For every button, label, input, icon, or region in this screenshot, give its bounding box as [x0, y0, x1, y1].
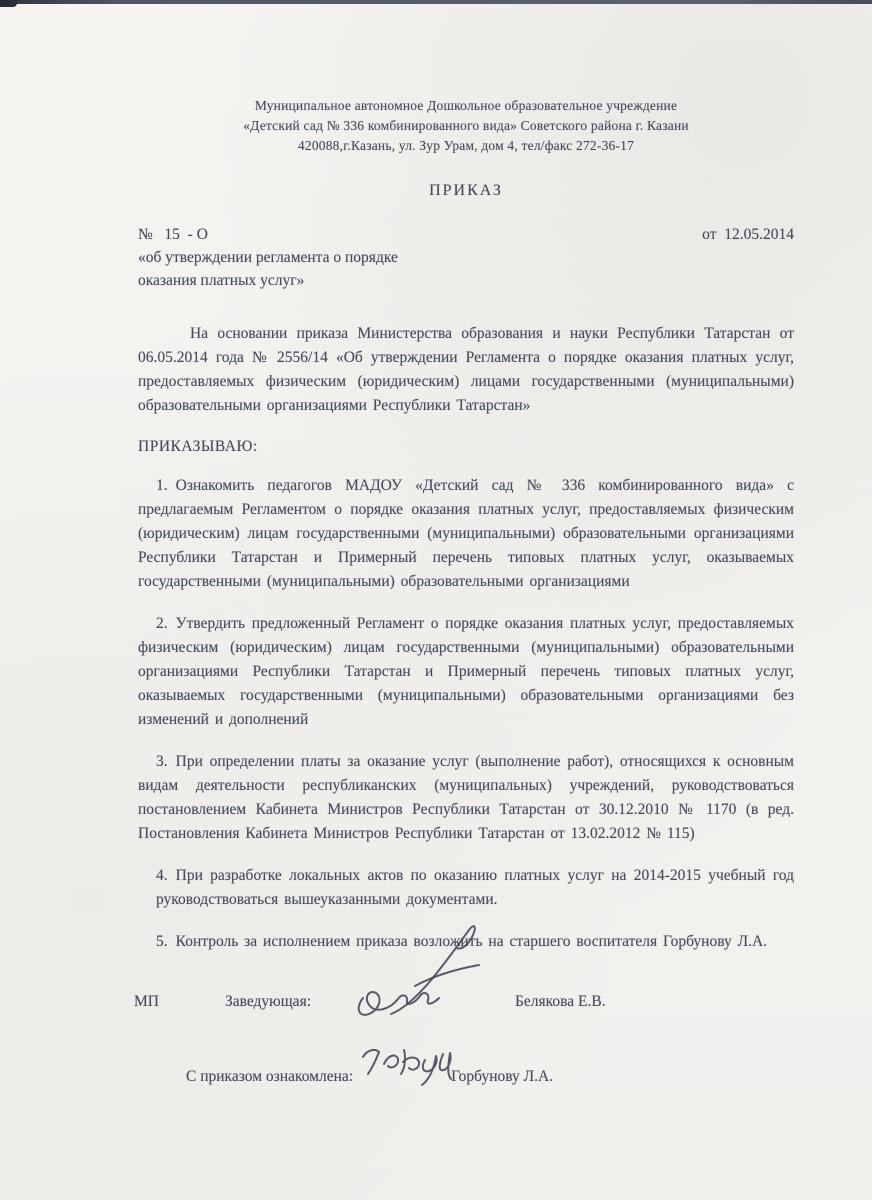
letterhead-line-3: 420088,г.Казань, ул. Зур Урам, дом 4, тел/факс 272-36-17	[297, 138, 635, 153]
order-item-1-number: 1.	[156, 477, 168, 494]
order-item-1	[138, 474, 794, 594]
scan-edge-artifact	[0, 0, 872, 4]
document-title: ПРИКАЗ	[429, 182, 503, 199]
letterhead-line-1: Муниципальное автономное Дошкольное образовательное учреждение	[254, 98, 678, 113]
order-subject	[138, 246, 794, 292]
order-date: от 12.05.2014	[702, 226, 794, 243]
head-signature	[347, 972, 497, 1006]
order-item-4-text: При разработке локальных актов по оказанию платных услуг на 2014-2015 учебный год руководствоваться вышеуказанными документами.	[156, 867, 794, 908]
order-item-2-number: 2.	[156, 615, 168, 632]
order-item-3-number: 3.	[156, 753, 168, 770]
position-label: Заведующая:	[224, 993, 311, 1010]
signature-row	[134, 972, 794, 1011]
order-items	[138, 474, 794, 954]
order-item-5-number: 5.	[156, 933, 168, 950]
order-item-4-number: 4.	[156, 867, 168, 884]
acknowledged-signature-icon	[359, 1045, 451, 1089]
order-item-5-text: Контроль за исполнением приказа возложить на старшего воспитателя Горбунову Л.А.	[175, 933, 768, 950]
order-subject-line-2: оказания платных услуг»	[138, 272, 305, 289]
order-meta-row	[138, 226, 794, 244]
head-name: Белякова Е.В.	[515, 993, 606, 1010]
acknowledged-name: Горбунову Л.А.	[451, 1068, 554, 1085]
letterhead-line-2: «Детский сад № 336 комбинированного вида» Советского района г. Казани	[243, 118, 689, 133]
order-subject-line-1: «об утверждении регламента о порядке	[138, 249, 398, 266]
order-item-2-text: Утвердить предложенный Регламент о порядке оказания платных услуг, предоставляемых физическим (юридическим) лицам государственными (муниципальными) образовательными организациями Республики Татарстан и Примерный перечень типовых платных услуг, оказываемых государственными (муниципальными) образовательными организациями без изменений и дополнений	[138, 615, 794, 728]
order-item-2	[138, 612, 794, 732]
seal-place-label: МП	[134, 993, 159, 1010]
order-item-3-text: При определении платы за оказание услуг (выполнение работ), относящихся к основным видам деятельности республиканских (муниципальных) учреждений, руководствоваться постановлением Кабинета Министров Республики Татарстан от 30.12.2010 № 1170 (в ред. Постановления Кабинета Министров Республики Татарстан от 13.02.2012 № 115)	[138, 753, 794, 842]
order-number: № 15 - О	[138, 226, 208, 243]
acknowledgement-row	[138, 1051, 794, 1086]
acknowledgement-label: С приказом ознакомлена:	[186, 1068, 354, 1085]
order-item-3	[138, 750, 794, 846]
letterhead	[138, 96, 794, 156]
acknowledged-signature	[359, 1051, 451, 1081]
order-item-4	[138, 864, 794, 912]
head-signature-icon	[347, 918, 497, 1028]
order-preamble: На основании приказа Министерства образования и науки Республики Татарстан от 06.05.2014 года № 2556/14 «Об утверждении Регламента о порядке оказания платных услуг, предоставляемых физическим (юридическим) лицами государственными (муниципальными) образовательными организациями Республики Татарстан»	[138, 325, 794, 414]
decree-word: ПРИКАЗЫВАЮ:	[138, 438, 258, 455]
order-item-1-text: Ознакомить педагогов МАДОУ «Детский сад № 336 комбинированного вида» с предлагаемым Регламентом о порядке оказания платных услуг, предоставляемых физическим (юридическим) лицам государственными (муниципальными) образовательными организациями Республики Татарстан и Примерный перечень типовых платных услуг, оказываемых государственными (муниципальными) образовательными организациями	[138, 477, 794, 590]
scan-corner-artifact	[0, 0, 17, 7]
